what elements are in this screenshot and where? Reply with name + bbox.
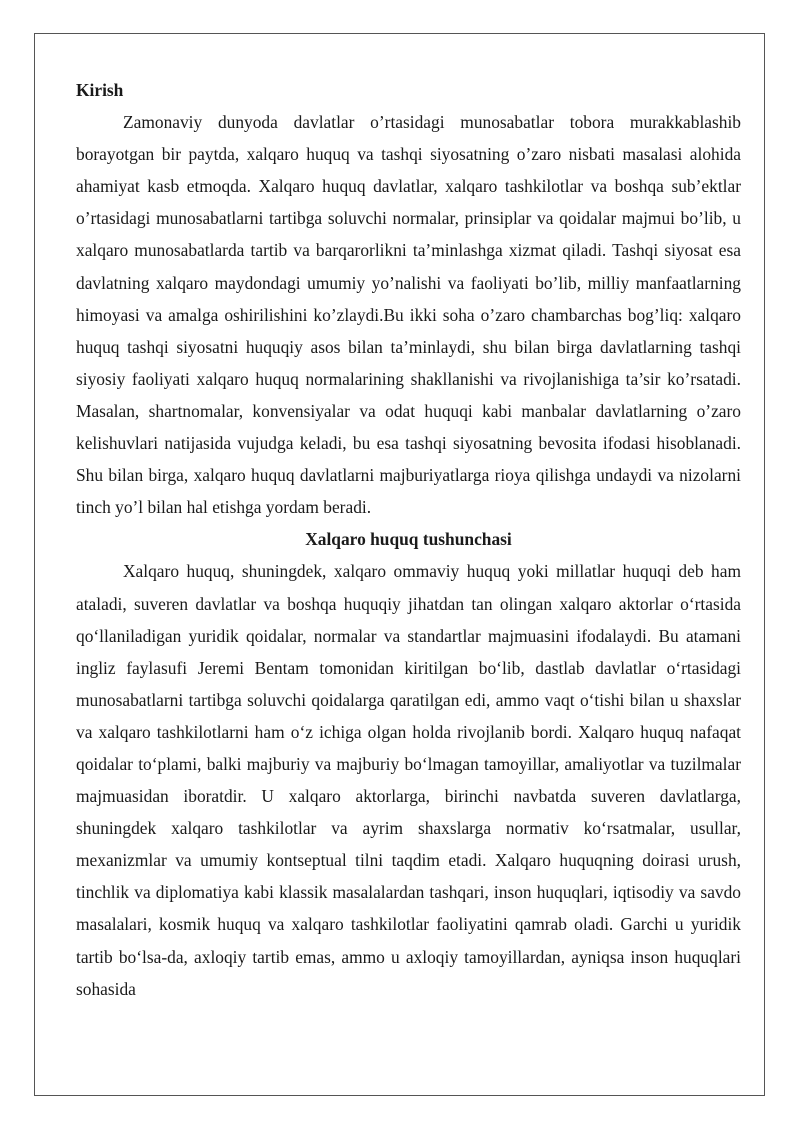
section-heading-introduction: Kirish bbox=[76, 80, 124, 100]
paragraph-introduction: Zamonaviy dunyoda davlatlar o’rtasidagi munosabatlar tobora murakkablashib borayotgan bir paytda, xalqaro huquq va tashqi siyosatning o’zaro nisbati masalasi alohida ahamiyat kasb etmoqda. Xalqaro huquq davlatlar, xalqaro tashkilotlar va boshqa sub’ektlar o’rtasidagi munosabatlarni tartibga soluvchi normalar, prinsiplar va qoidalar majmui bo’lib, u xalqaro munosabatlarda tartib va barqarorlikni ta’minlashga xizmat qiladi. Tashqi siyosat esa davlatning xalqaro maydondagi umumiy yo’nalishi va faoliyati bo’lib, milliy manfaatlarning himoyasi va amalga oshirilishini ko’zlaydi.Bu ikki soha o’zaro chambarchas bog’liq: xalqaro huquq tashqi siyosatni huquqiy asos bilan ta’minlaydi, shu bilan birga davlatlarning tashqi siyosiy faoliyati xalqaro huquq normalarining shakllanishi va rivojlanishiga ta’sir ko’rsatadi. Masalan, shartnomalar, konvensiyalar va odat huquqi kabi manbalar davlatlarning o’zaro kelishuvlari natijasida vujudga keladi, bu esa tashqi siyosatning bevosita ifodasi hisoblanadi. Shu bilan birga, xalqaro huquq davlatlarni majburiyatlarga rioya qilishga undaydi va nizolarni tinch yo’l bilan hal etishga yordam beradi. bbox=[76, 112, 741, 518]
document-body bbox=[76, 74, 741, 1005]
section-heading-international-law-concept: Xalqaro huquq tushunchasi bbox=[305, 529, 512, 550]
paragraph-international-law-concept: Xalqaro huquq, shuningdek, xalqaro ommaviy huquq yoki millatlar huquqi deb ham ataladi, suveren davlatlar va boshqa huquqiy jihatdan tan olingan xalqaro aktorlar o‘rtasida qo‘llaniladigan yuridik qoidalar, normalar va standartlar majmuasini ifodalaydi. Bu atamani ingliz faylasufi Jeremi Bentam tomonidan kiritilgan bo‘lib, dastlab davlatlar o‘rtasidagi munosabatlarni tartibga soluvchi qoidalarga qaratilgan edi, ammo vaqt o‘tishi bilan u shaxslar va xalqaro tashkilotlarni ham o‘z ichiga olgan holda rivojlanib bordi. Xalqaro huquq nafaqat qoidalar to‘plami, balki majburiy va majburiy bo‘lmagan tamoyillar, amaliyotlar va tuzilmalar majmuasidan iboratdir. U xalqaro aktorlarga, birinchi navbatda suveren davlatlarga, shuningdek xalqaro tashkilotlar va ayrim shaxslarga normativ ko‘rsatmalar, usullar, mexanizmlar va umumiy kontseptual tilni taqdim etadi. Xalqaro huquqning doirasi urush, tinchlik va diplomatiya kabi klassik masalalardan tashqari, inson huquqlari, iqtisodiy va savdo masalalari, kosmik huquq va xalqaro tashkilotlar faoliyatini qamrab oladi. Garchi u yuridik tartib bo‘lsa-da, axloqiy tartib emas, ammo u axloqiy tamoyillardan, ayniqsa inson huquqlari sohasida bbox=[76, 561, 741, 999]
